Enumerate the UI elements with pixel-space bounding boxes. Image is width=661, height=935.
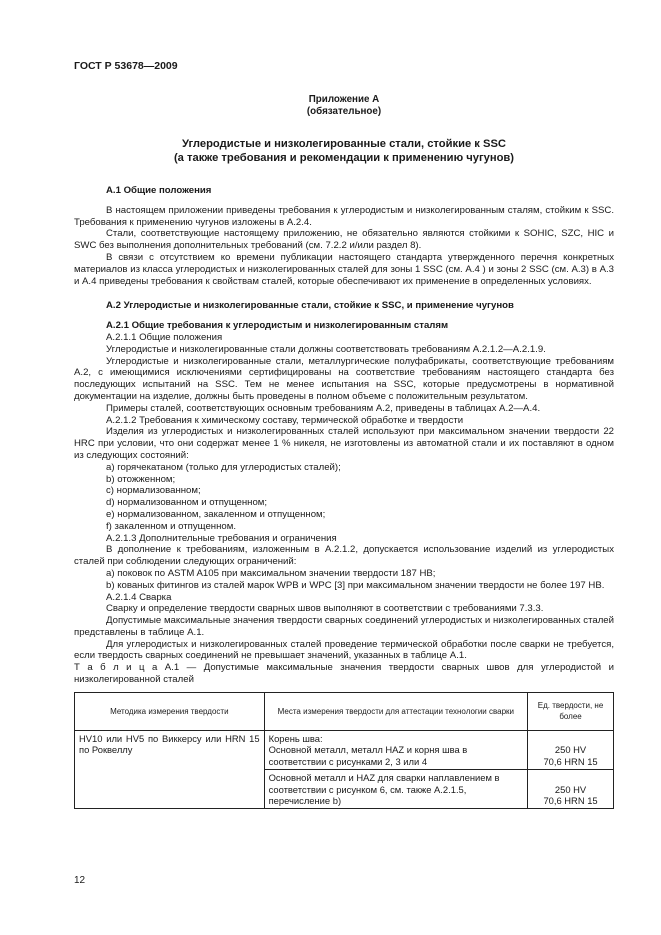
- table-cell-method: HV10 или HV5 по Виккерсу или HRN 15 по Роквеллу: [75, 730, 265, 808]
- table-cell-place: Основной металл и HAZ для сварки наплавлением в соответствии с рисунком 6, см. также А.2.1.5, перечисление b): [264, 770, 527, 809]
- paragraph: Углеродистые и низколегированные стали должны соответствовать требованиям А.2.1.2—А.2.1.9.: [106, 343, 546, 355]
- annex-heading: [74, 137, 614, 165]
- clause-heading: А.2.1.2 Требования к химическому составу, термической обработке и твердости: [106, 414, 464, 426]
- paragraph: Примеры сталей, соответствующих основным требованиям А.2, приведены в таблицах А.2—А.4.: [106, 402, 541, 414]
- paragraph: В дополнение к требованиям, изложенным в А.2.1.2, допускается использование изделий из углеродистых сталей при соблюдении следующих ограничений:: [74, 544, 614, 568]
- hardness-hrn: 70,6 HRN 15: [543, 794, 598, 806]
- table-caption: Т а б л и ц а А.1 — Допустимые максимальные значения твердости сварных швов для углеродистой и низколегированной сталей: [74, 662, 614, 686]
- annex-heading-line1: Углеродистые и низколегированные стали, стойкие к SSC: [181, 138, 506, 150]
- paragraph: Углеродистые и низколегированные стали, металлургические полуфабрикаты, соответствующие требованиям А.2, с имеющимися исключениями сертифицированы на соответствие требованиям настоящего стандарта без последующих испытаний на SSC. Тем не менее испытания на SSC, которые предусмотрены в нормативной документации на изделие, должны быть проведены в полном объеме с положительным результатом.: [74, 355, 614, 402]
- hardness-table: [74, 692, 614, 809]
- clause-heading: А.2.1.4 Сварка: [106, 591, 172, 603]
- table-cell-hardness: [528, 730, 614, 769]
- paragraph: В настоящем приложении приведены требования к углеродистым и низколегированным сталям, стойким к SSC. Требования к применению чугунов изложены в А.2.4.: [74, 204, 614, 228]
- column-header-method: Методика измерения твердости: [75, 692, 265, 730]
- table-row: [75, 730, 614, 769]
- section-a2-heading: А.2 Углеродистые и низколегированные стали, стойкие к SSC, и применение чугунов: [106, 300, 514, 312]
- paragraph: В связи с отсутствием ко времени публикации настоящего стандарта утвержденного перечня конкретных материалов из класса углеродистых и низколегированных сталей для зоны 1 SSC (см. А.4 ) и зоны 2 SSC (см. А.3) в А.3 и А.4 приведены требования к свойствам сталей, которые обеспечивают их применение в определенных условиях.: [74, 251, 614, 287]
- annex-heading-line2: (а также требования и рекомендации к применению чугунов): [173, 152, 515, 164]
- list-item: а) поковок по ASTM A105 при максимальном значении твердости 187 HB;: [106, 567, 436, 579]
- subsection-a21-heading: А.2.1 Общие требования к углеродистым и низколегированным сталям: [106, 320, 449, 332]
- page-number: 12: [74, 875, 86, 886]
- paragraph: Стали, соответствующие настоящему приложению, не обязательно являются стойкими к SOHIC, SZC, HIC и SWC без выполнения дополнительных требований (см. 7.2.2 и/или раздел 8).: [74, 228, 614, 252]
- annex-label: [74, 94, 614, 118]
- section-a1-heading: А.1 Общие положения: [106, 185, 212, 196]
- hardness-hrn: 70,6 HRN 15: [543, 755, 598, 767]
- clause-heading: А.2.1.1 Общие положения: [106, 331, 223, 343]
- annex-status: (обязательное): [306, 106, 382, 117]
- clause-heading: А.2.1.3 Дополнительные требования и ограничения: [106, 532, 337, 544]
- list-item: b) кованых фитингов из сталей марок WPB и WPC [3] при максимальном значении твердости не более 197 HB.: [106, 579, 605, 591]
- paragraph: Для углеродистых и низколегированных сталей проведение термической обработки после сварки не требуется, если твердость сварных соединений не превышает значений, указанных в таблице А.1.: [74, 638, 614, 662]
- table-cell-place: Корень шва: Основной металл, металл HAZ и корня шва в соответствии с рисунками 2, 3 или 4: [264, 730, 527, 769]
- document-body: [74, 182, 614, 809]
- list-item: f) закаленном и отпущенном.: [106, 520, 236, 532]
- table-cell-hardness: [528, 770, 614, 809]
- list-item: e) нормализованном, закаленном и отпущенном;: [106, 508, 326, 520]
- column-header-place: Места измерения твердости для аттестации технологии сварки: [264, 692, 527, 730]
- list-item: a) горячекатаном (только для углеродистых сталей);: [106, 461, 341, 473]
- document-header: ГОСТ Р 53678—2009: [74, 60, 178, 72]
- list-item: c) нормализованном;: [106, 485, 201, 497]
- paragraph: Изделия из углеродистых и низколегированных сталей используют при максимальном значении твердости 22 HRC при условии, что они содержат менее 1 % никеля, не изготовлены из автоматной стали и их поставляют в одном из следующих состояний:: [74, 426, 614, 461]
- paragraph: Допустимые максимальные значения твердости сварных соединений углеродистых и низколегированных сталей представлены в таблице А.1.: [74, 615, 614, 638]
- list-item: b) отожженном;: [106, 473, 176, 485]
- hardness-hv: 250 HV: [554, 783, 587, 795]
- column-header-units: Ед. твердости, не более: [528, 692, 614, 730]
- list-item: d) нормализованном и отпущенном;: [106, 497, 268, 509]
- hardness-hv: 250 HV: [554, 744, 587, 756]
- annex-title: Приложение А: [308, 94, 380, 105]
- paragraph: Сварку и определение твердости сварных швов выполняют в соответствии с требованиями 7.3.3.: [106, 603, 544, 615]
- table-header-row: [75, 692, 614, 730]
